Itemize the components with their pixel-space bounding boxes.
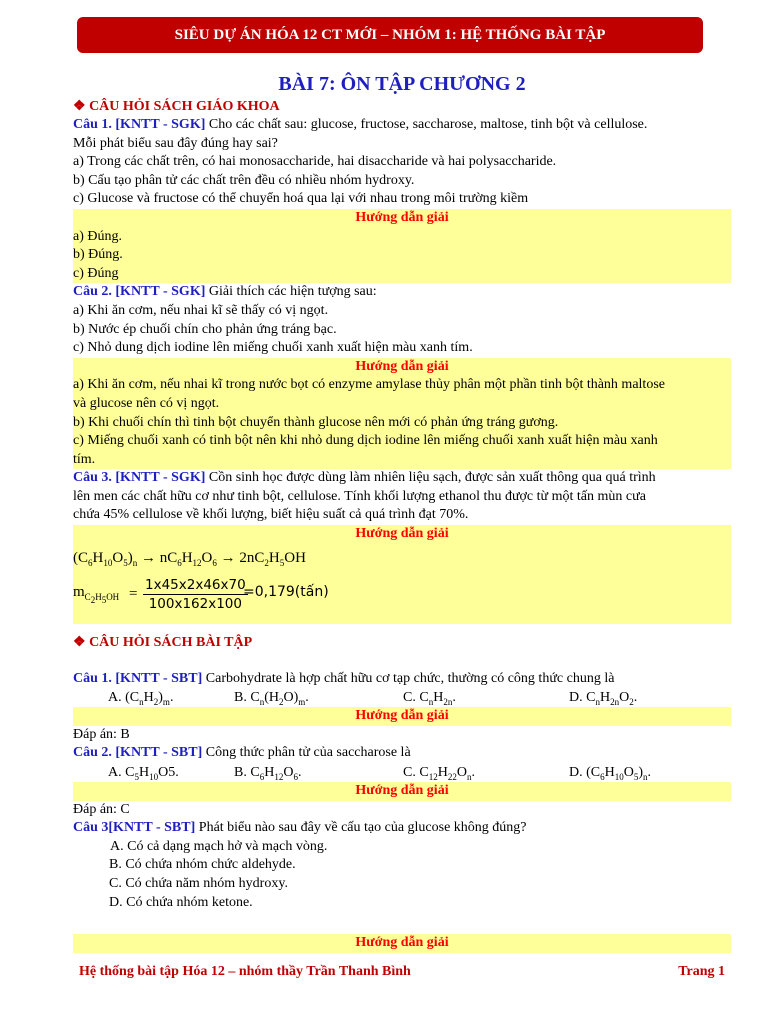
option-a: A. $C_5H_{10}O5$. [108,765,179,782]
answer-c-line1: c) Miếng chuối xanh có tinh bột nên khi nhỏ dung dịch iodine lên miếng chuối xanh xuất hiện màu xanh [73,433,658,449]
solution-box [73,209,731,283]
statement-b: b) Nước ép chuối chín cho phản ứng tráng bạc. [73,321,337,337]
statement-b: b) Cấu tạo phân tử các chất trên đều có nhiều nhóm hydroxy. [73,172,415,188]
solution-heading: Hướng dẫn giải [355,526,449,542]
option-d: D. $C_nH_{2n}O_2$. [569,690,638,708]
option-d: D. $(C_6H_{10}O_5)_n$. [569,765,652,782]
solution-heading: Hướng dẫn giải [355,358,449,374]
question-text: Cồn sinh học được dùng làm nhiên liệu sạch, được sản xuất thông qua quá trình [205,470,656,486]
sbt-question-3 [73,819,731,838]
answer-a-line1: a) Khi ăn cơm, nếu nhai kĩ trong nước bọt có enzyme amylase thủy phân một phần tinh bột thành maltose [73,377,665,393]
question-label: Câu 3[KNTT - SBT] [73,820,196,836]
statement-c: c) Nhỏ dung dịch iodine lên miếng chuối xanh xuất hiện màu xanh tím. [73,340,473,356]
option-c: C. $C_nH_{2n}$. [403,690,456,708]
option-c: C. $C_{12}H_{22}O_n$. [403,765,475,782]
solution-heading: Hướng dẫn giải [355,935,449,951]
option-b: B. $C_6H_{12}O_6$. [234,765,302,782]
option-d: D. Có chứa nhóm ketone. [109,894,253,910]
section-heading-sbt [73,634,731,652]
question-text: Giải thích các hiện tượng sau: [205,284,377,300]
answer-c-line2: tím. [73,451,96,467]
options-row [73,688,731,707]
option-b: B. $C_n(H_2O)_m$. [234,690,309,708]
calculation-result: =0,179(tấn) [243,583,329,600]
header-banner: SIÊU DỰ ÁN HÓA 12 CT MỚI – NHÓM 1: HỆ THỐNG BÀI TẬP [77,17,703,53]
question-text: Công thức phân tử của saccharose là [202,745,411,761]
main-content [73,70,731,953]
question-text: Phát biểu nào sau đây về cấu tạo của glucose không đúng? [195,820,527,836]
option-a: A. $(C_nH_2)_m$. [108,690,174,708]
reaction-equation: $(C_6H_{10}O_5)_n \to nC_6H_{12}O_6 \to 2nC_2H_5OH$ [73,549,306,568]
calculation-fraction [143,576,248,613]
question-1-line2: Mỗi phát biểu sau đây đúng hay sai? [73,135,278,151]
question-label: Câu 1. [KNTT - SBT] [73,670,203,686]
answer-b: b) Đúng. [73,247,123,263]
page-title: BÀI 7: ÔN TẬP CHƯƠNG 2 [278,73,526,95]
section-heading-sgk [73,98,731,116]
options-row [73,763,731,782]
mass-symbol: $m_{C_2H_5OH}$ [73,583,120,605]
question-3 [73,469,731,488]
question-label: Câu 2. [KNTT - SBT] [73,745,203,761]
equals-sign: = [129,585,138,602]
fraction-denominator: 100x162x100 [148,595,242,612]
solution-box [73,934,731,953]
section-heading-text: CÂU HỎI SÁCH GIÁO KHOA [89,99,280,114]
reaction-formula [73,544,731,624]
answer-key: Đáp án: B [73,726,130,742]
solution-box [73,358,731,470]
answer-c: c) Đúng [73,265,119,281]
question-1 [73,116,731,135]
sbt-question-2 [73,744,731,763]
statement-c: c) Glucose và fructose có thể chuyển hoá qua lại với nhau trong môi trường kiềm [73,191,529,207]
solution-heading: Hướng dẫn giải [355,783,449,799]
solution-box [73,525,731,624]
diamond-bullet-icon: ❖ [73,99,86,114]
answer-b: b) Khi chuối chín thì tinh bột chuyển thành glucose nên mới có phản ứng tráng gương. [73,414,559,430]
question-label: Câu 1. [KNTT - SGK] [73,117,206,132]
question-text: Cho các chất sau: glucose, fructose, saccharose, maltose, tinh bột và cellulose. [205,117,648,132]
answer-a: a) Đúng. [73,228,122,244]
answer-key: Đáp án: C [73,801,130,817]
answer-a-line2: và glucose nên có vị ngọt. [73,395,220,411]
page-footer [79,964,725,980]
option-b: B. Có chứa nhóm chức aldehyde. [109,857,296,873]
question-3-line2: lên men các chất hữu cơ như tinh bột, cellulose. Tính khối lượng ethanol thu được từ một tấn mùn cưa [73,488,646,504]
solution-heading: Hướng dẫn giải [355,209,449,225]
sbt-question-1 [73,670,731,689]
solution-heading: Hướng dẫn giải [355,708,449,724]
fraction-numerator: 1x45x2x46x70 [145,576,246,593]
option-c: C. Có chứa năm nhóm hydroxy. [109,876,288,891]
question-3-line3: chứa 45% cellulose về khối lượng, biết hiệu suất cả quá trình đạt 70%. [73,507,469,523]
question-text: Carbohydrate là hợp chất hữu cơ tạp chức, thường có công thức chung là [202,670,615,686]
question-label: Câu 3. [KNTT - SGK] [73,470,206,486]
statement-a: a) Trong các chất trên, có hai monosaccharide, hai disaccharide và hai polysaccharide. [73,154,557,170]
option-a: A. Có cả dạng mạch hở và mạch vòng. [110,838,328,854]
diamond-bullet-icon: ❖ [73,634,86,650]
question-label: Câu 2. [KNTT - SGK] [73,284,206,300]
page-number: Trang 1 [678,964,725,979]
statement-a: a) Khi ăn cơm, nếu nhai kĩ sẽ thấy có vị ngọt. [73,302,329,318]
section-heading-text: CÂU HỎI SÁCH BÀI TẬP [89,634,253,650]
question-2 [73,283,731,302]
footer-text: Hệ thống bài tập Hóa 12 – nhóm thầy Trần Thanh Bình [79,964,411,979]
